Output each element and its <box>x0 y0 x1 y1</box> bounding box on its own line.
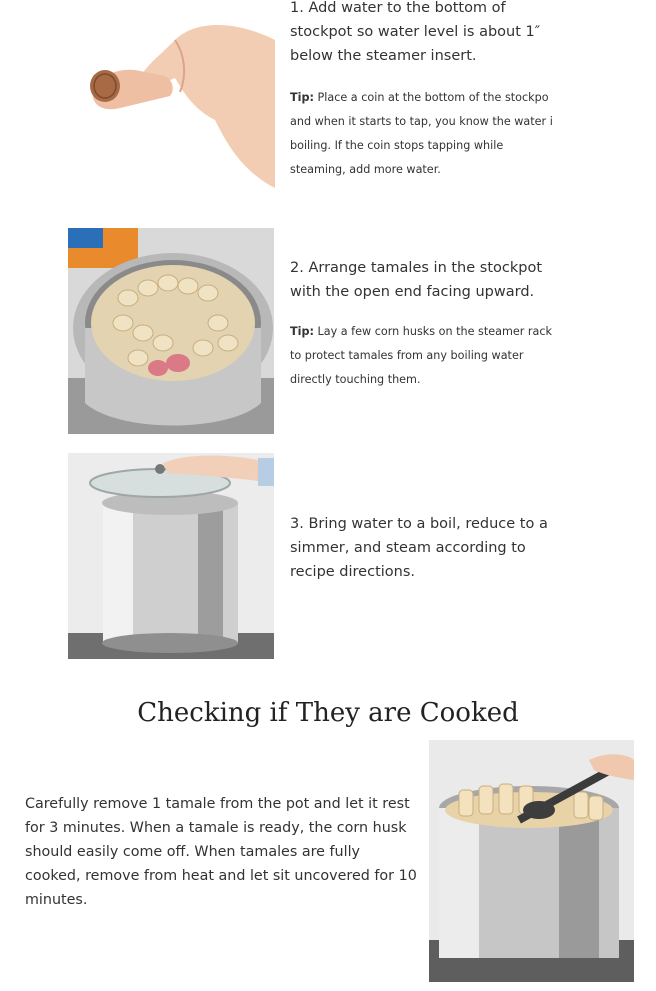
step3-text: 3. Bring water to a boil, reduce to a simmer, and steam according to recipe directions. <box>290 516 548 580</box>
step1-tip <box>290 86 562 182</box>
section-title: Checking if They are Cooked <box>137 698 519 728</box>
tip-line: Place a coin at the bottom of the stockpo <box>313 91 549 104</box>
tip-line: to protect tamales from any boiling water <box>290 349 524 362</box>
step3-photo <box>68 453 274 659</box>
step2-text: 2. Arrange tamales in the stockpot with the open end facing upward. <box>290 260 543 300</box>
tip-line: Lay a few corn husks on the steamer rack <box>313 325 553 338</box>
checking-photo <box>429 740 634 982</box>
step1-text: 1. Add water to the bottom of stockpot so water level is about 1″ below the steamer insert. <box>290 0 541 64</box>
tip-line: steaming, add more water. <box>290 163 441 176</box>
tip-line: and when it starts to tap, you know the water i <box>290 115 553 128</box>
tip-label: Tip: <box>290 325 314 338</box>
tip-label: Tip: <box>290 91 314 104</box>
tip-line: directly touching them. <box>290 373 421 386</box>
step2-tip <box>290 320 562 392</box>
step2-photo <box>68 228 274 434</box>
checking-paragraph: Carefully remove 1 tamale from the pot and let it rest for 3 minutes. When a tamale is ready, the corn husk should easily come off. When tamales are fully cooked, remove from heat and let sit uncovered for 10 minutes. <box>25 796 417 908</box>
step1-photo <box>75 0 275 188</box>
tip-line: boiling. If the coin stops tapping while <box>290 139 504 152</box>
